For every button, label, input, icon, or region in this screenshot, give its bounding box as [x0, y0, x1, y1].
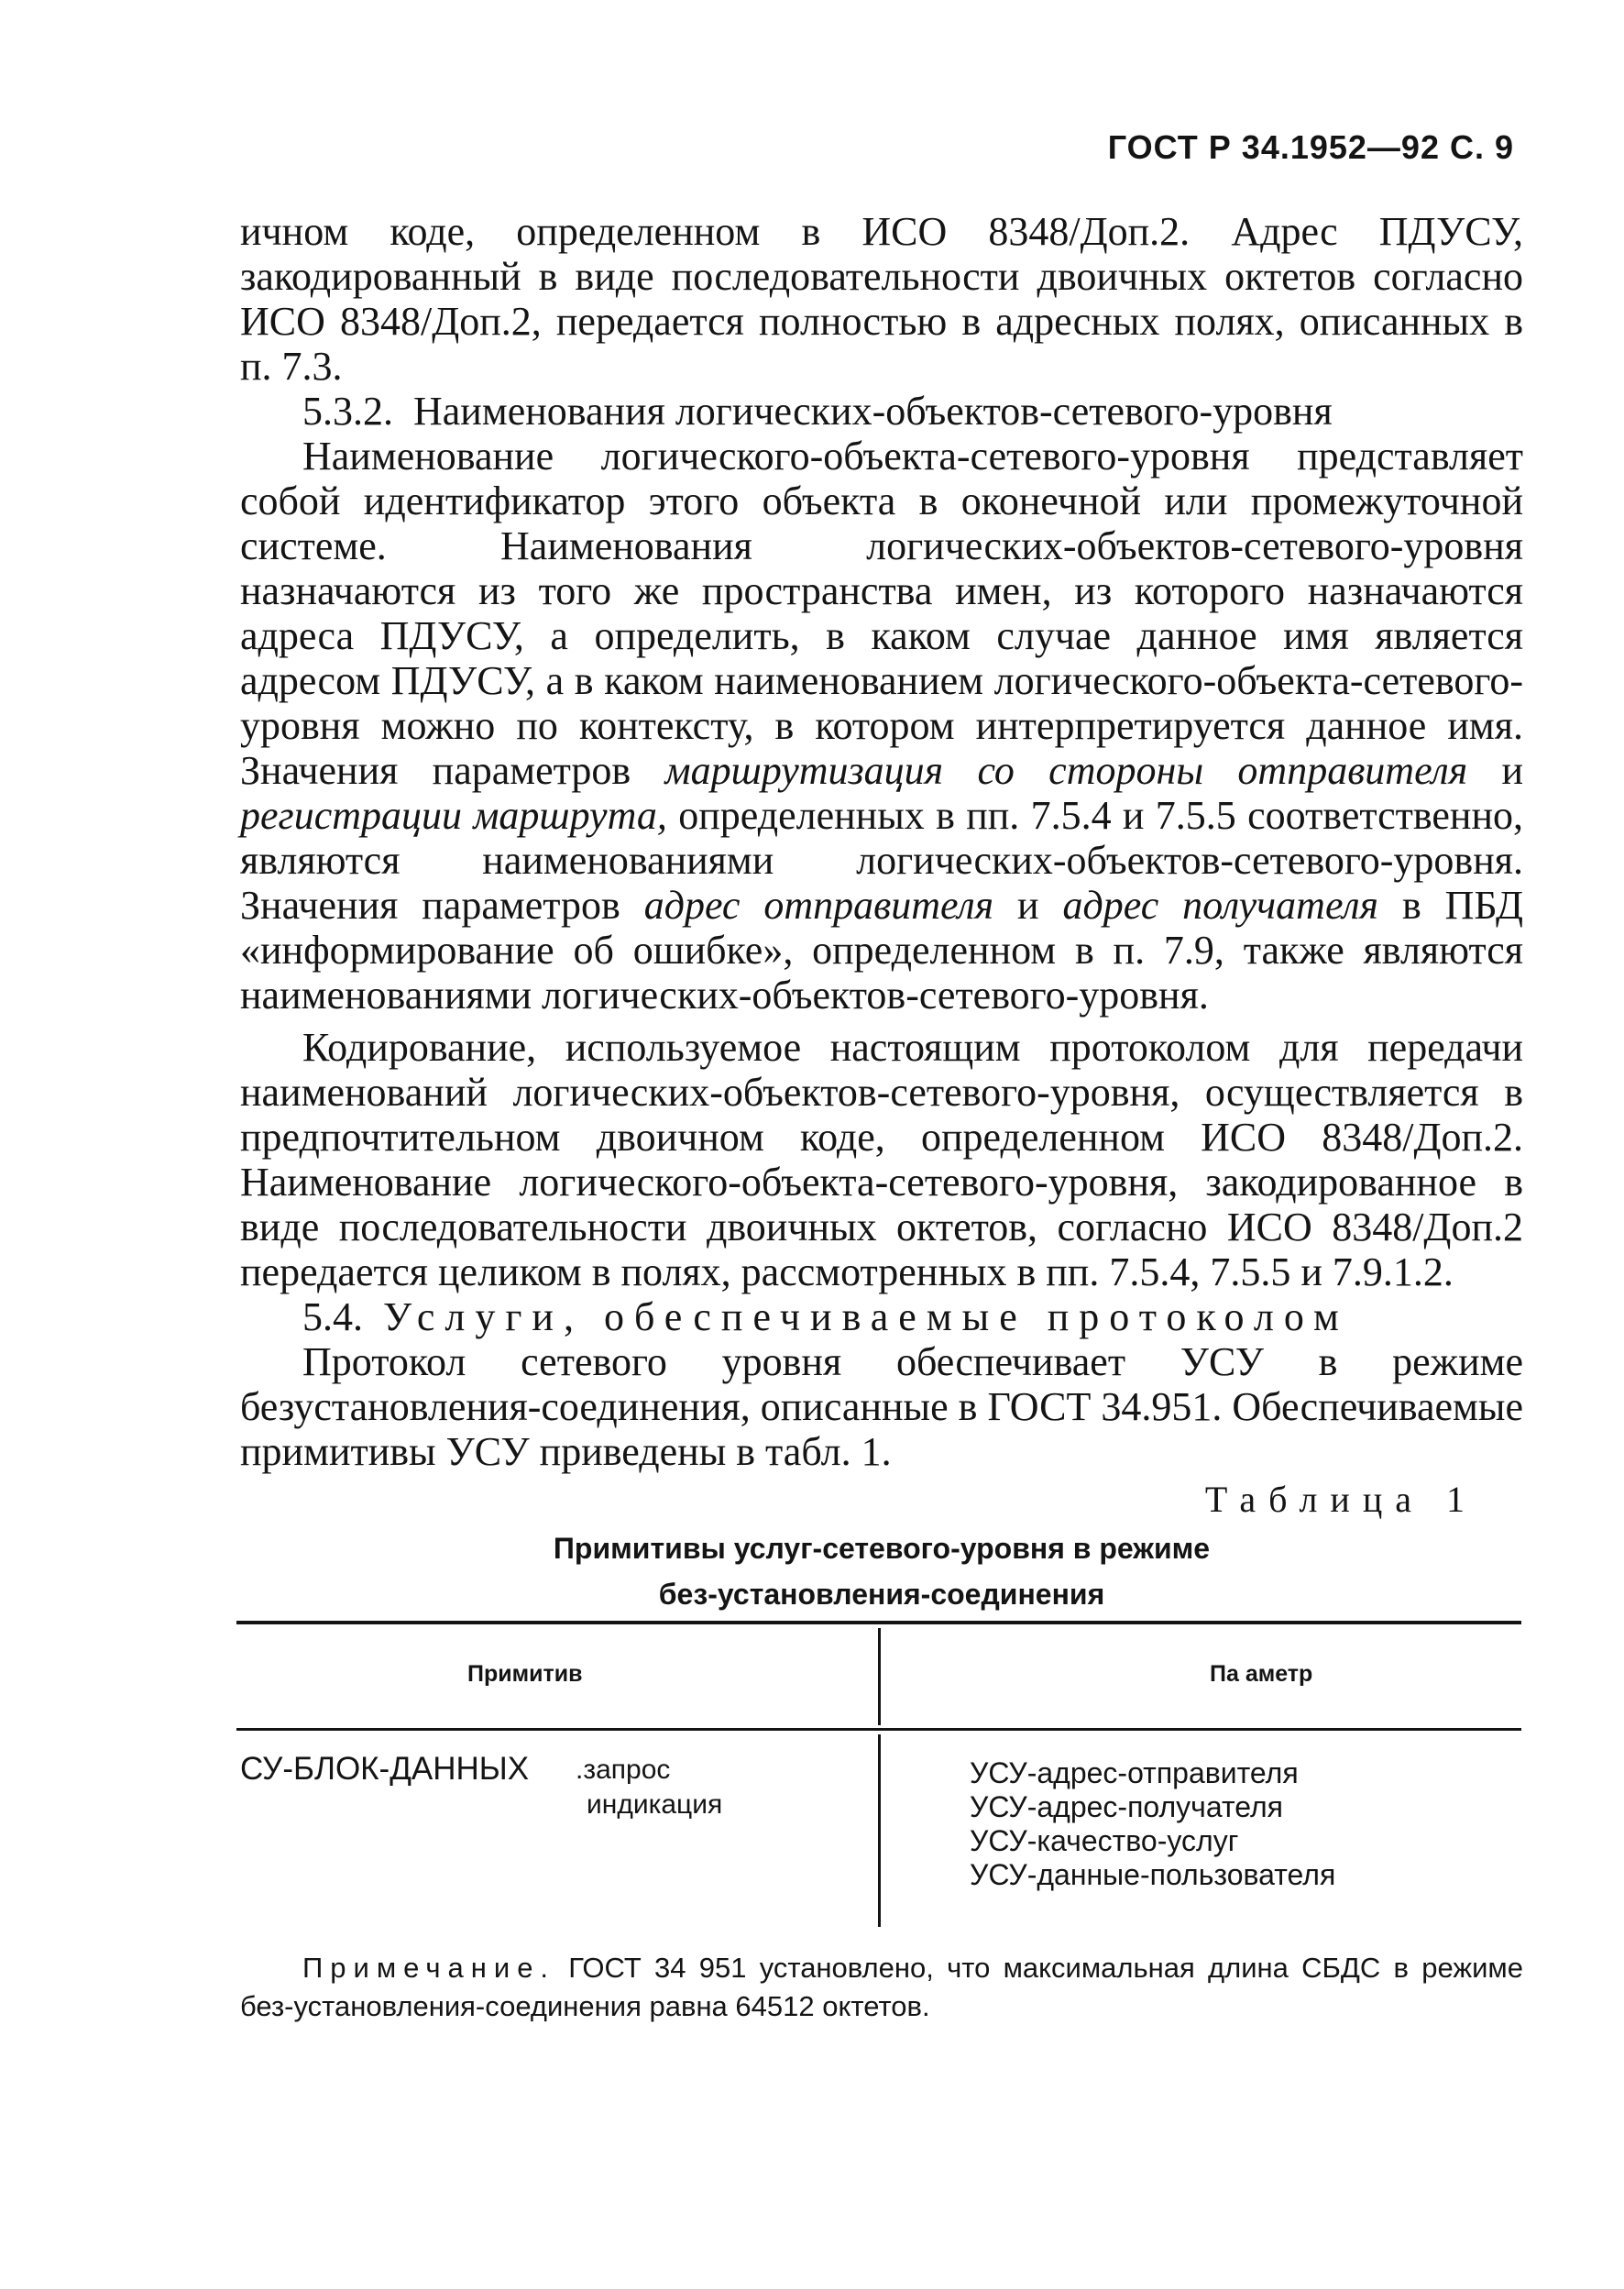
param-italic: адрес отправителя: [643, 883, 994, 928]
paragraph-text: в ПБД «информирование об ошибке», определенном в п. 7.9, также являются наименованиями логических-объектов-сетевого-уровня.: [240, 883, 1524, 1018]
conjunction: и: [1017, 883, 1039, 928]
table-title-line: без-установления-соединения: [658, 1578, 1105, 1611]
paragraph-protocol: Протокол сетевого уровня обеспечивает УСУ в режиме безустановления-соединения, описанные в ГОСТ 34.951. Обеспечиваемые примитивы УСУ приведены в табл. 1.: [240, 1339, 1523, 1474]
table-note: [240, 1949, 1523, 2026]
column-header-parameter: Па аметр: [1210, 1661, 1313, 1687]
parameter-item: УСУ-адрес-отправителя: [970, 1756, 1299, 1789]
section-number: 5.4.: [302, 1294, 363, 1339]
table-caption: Таблица 1: [1204, 1479, 1477, 1520]
section-title: Услуги, обеспечиваемые протоколом: [383, 1294, 1349, 1339]
section-number: 5.3.2.: [302, 389, 393, 434]
table-column-divider: [878, 1734, 881, 1927]
section-heading-5-4: [240, 1294, 1523, 1339]
paragraph-names: [240, 434, 1523, 1018]
section-title: Наименования логических-объектов-сетевого-уровня: [413, 389, 1333, 434]
section-heading-5-3-2: [240, 389, 1523, 434]
paragraph-encoding: Кодирование, используемое настоящим протоколом для передачи наименований логических-объектов-сетевого-уровня, осуществляется в предпочтительном двоичном коде, определенном ИСО 8348/Доп.2. Наименование логического-объекта-сетевого-уровня, закодированное в виде последовательности двоичных октетов, согласно ИСО 8348/Доп.2 передается целиком в полях, рассмотренных в пп. 7.5.4, 7.5.5 и 7.9.1.2.: [240, 1025, 1523, 1294]
paragraph-continuation: ичном коде, определенном в ИСО 8348/Доп.2. Адрес ПДУСУ, закодированный в виде последовательности двоичных октетов согласно ИСО 8348/Доп.2, передается полностью в адресных полях, описанных в п. 7.3.: [240, 209, 1523, 389]
primitive-variant: индикация: [587, 1789, 723, 1820]
page-header: ГОСТ Р 34.1952—92 С. 9: [1107, 128, 1514, 166]
body-text: [240, 209, 1523, 1474]
column-header-primitive: Примитив: [467, 1661, 583, 1687]
note-label: Примечание.: [302, 1952, 556, 1984]
parameter-item: УСУ-адрес-получателя: [970, 1790, 1283, 1823]
table-column-divider: [878, 1628, 881, 1725]
paragraph-text: определенных в пп. 7.5.4 и 7.5.5 соответственно, являются наименованиями логических-объектов-сетевого-уровня. Значения параметров: [240, 793, 1524, 928]
conjunction: и: [1501, 748, 1524, 793]
parameter-list: [970, 1756, 1335, 1892]
param-italic: маршрутизация со стороны отправителя: [664, 748, 1468, 793]
paragraph-text: Наименование логического-объекта-сетевого-уровня представляет собой идентификатор этого объекта в оконечной или промежуточной системе. Наименования логических-объектов-сетевого-уровня назначаются из того же пространства имен, из которого назначаются адреса ПДУСУ, а определить, в каком случае данное имя является адресом ПДУСУ, а в каком наименованием логического-объекта-сетевого-уровня можно по контексту, в котором интерпретируется данное имя. Значения параметров: [240, 434, 1523, 793]
primitive-name: СУ-БЛОК-ДАННЫХ: [240, 1751, 530, 1787]
parameter-item: УСУ-качество-услуг: [970, 1824, 1239, 1857]
param-italic: регистрации маршрута,: [240, 793, 667, 838]
primitive-variant: .запрос: [576, 1755, 671, 1785]
table-top-rule: [236, 1621, 1521, 1624]
table-header-rule: [236, 1728, 1521, 1731]
param-italic: адрес получателя: [1062, 883, 1379, 928]
parameter-item: УСУ-данные-пользователя: [970, 1858, 1336, 1891]
table-title: [240, 1525, 1523, 1617]
table-title-line: Примитивы услуг-сетевого-уровня в режиме: [553, 1532, 1211, 1565]
note-text: ГОСТ 34 951 установлено, что максимальная длина СБДС в режиме без-установления-соединения равна 64512 октетов.: [240, 1952, 1523, 2022]
